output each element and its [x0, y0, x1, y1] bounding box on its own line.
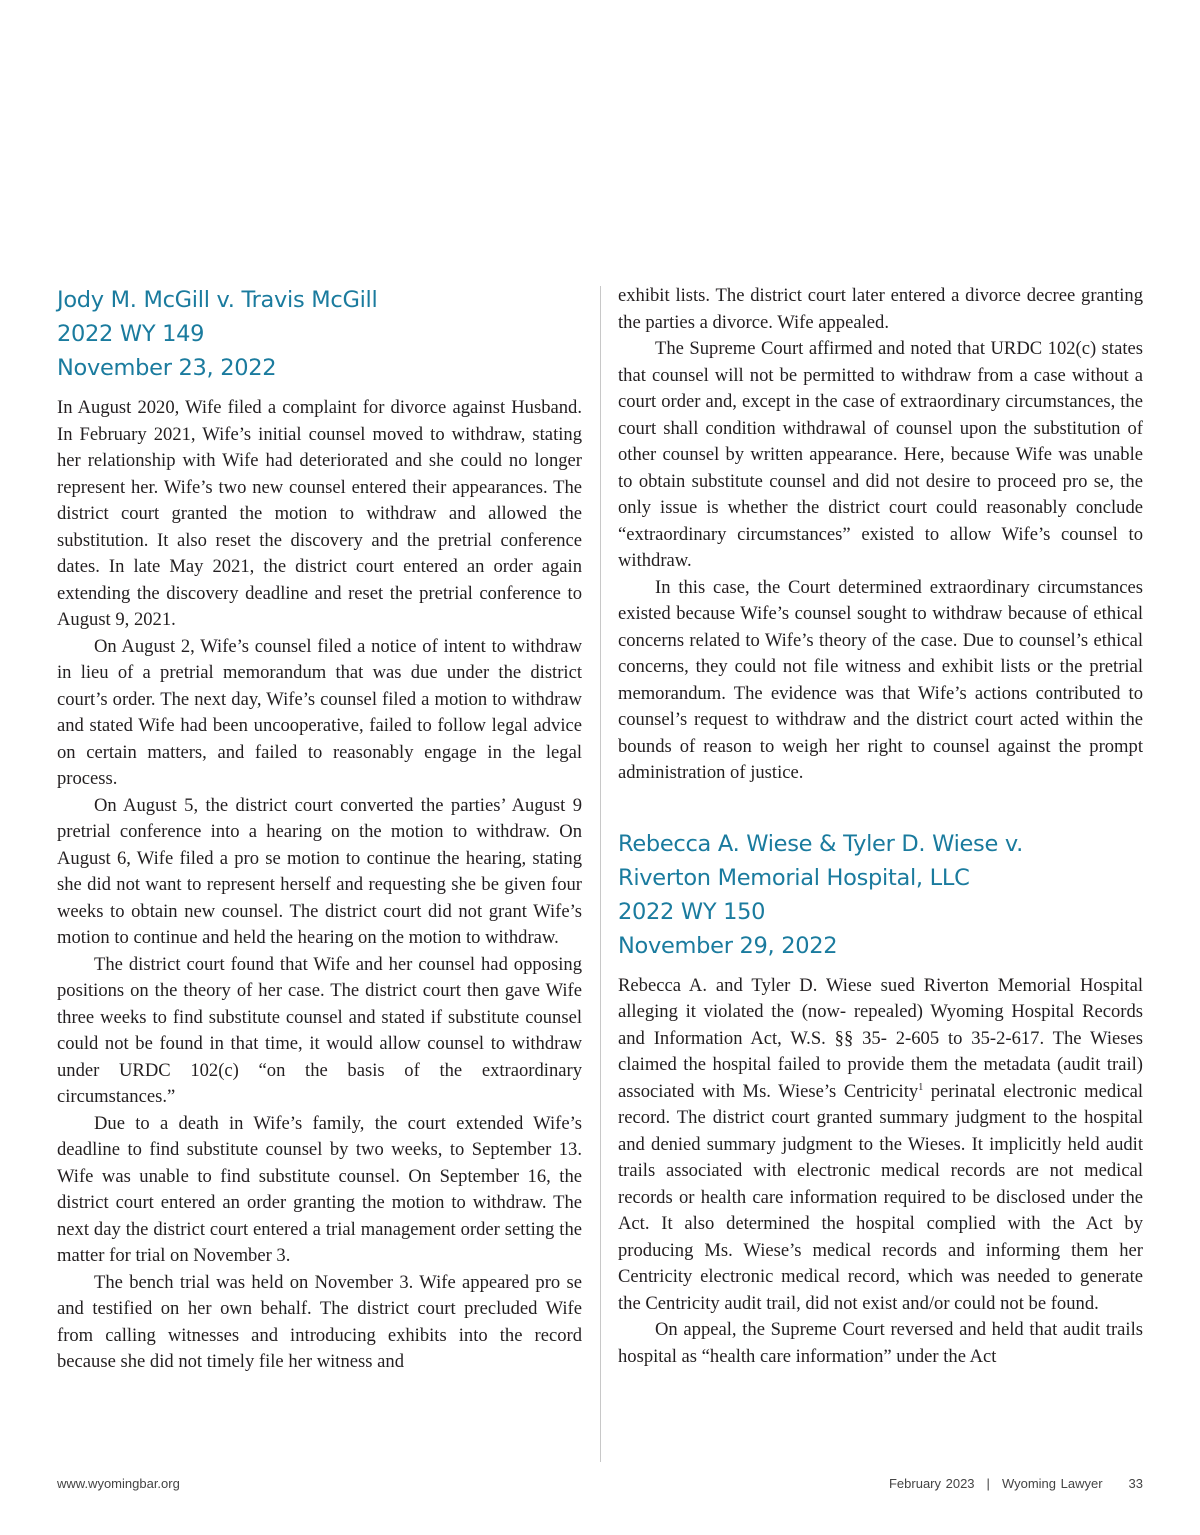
case-heading-mcgill — [57, 283, 582, 385]
footer-publication-info — [889, 1476, 1143, 1491]
footer-website: www.wyomingbar.org — [57, 1476, 180, 1491]
case-heading-wiese — [618, 827, 1143, 963]
right-column — [618, 283, 1143, 1370]
paragraph: Due to a death in Wife’s family, the court extended Wife’s deadline to find substitute counsel by two weeks, to September 13. Wife was unable to find substitute counsel. On September 16, the district court entered an order granting the motion to withdraw. The next day the district court entered a trial management order setting the matter for trial on November 3. — [57, 1112, 582, 1266]
paragraph: In this case, the Court determined extraordinary circumstances existed because Wife’s counsel sought to withdraw because of ethical concerns related to Wife’s theory of the case. Due to counsel’s ethical concerns, they could not file witness and exhibit lists or the pretrial memorandum. The evidence was that Wife’s actions contributed to counsel’s request to withdraw and the district court acted within the bounds of reason to weigh her right to counsel against the prompt administration of justice. — [618, 576, 1143, 783]
footnote-marker: 1 — [918, 1081, 924, 1093]
case-summary-mcgill-continued — [618, 283, 1143, 787]
case-title-line-2: Riverton Memorial Hospital, LLC — [618, 864, 970, 891]
paragraph: In August 2020, Wife filed a complaint for divorce against Husband. In February 2021, Wife’s initial counsel moved to withdraw, stating her relationship with Wife had deteriorated and she could no longer represent her. Wife’s two new counsel entered their appearances. The district court granted the motion to withdraw and allowed the substitution. It also reset the discovery and the pretrial conference dates. In late May 2021, the district court entered an order again extending the discovery deadline and reset the pretrial conference to August 9, 2021. — [57, 397, 582, 630]
case-summary-wiese — [618, 973, 1143, 1371]
column-divider — [600, 286, 601, 1462]
paragraph: The bench trial was held on November 3. Wife appeared pro se and testified on her own behalf. The district court precluded Wife from calling witnesses and introducing exhibits into the record because she did not timely file her witness and — [57, 1271, 582, 1372]
paragraph-text: perinatal electronic medical record. The district court granted summary judgment to the hospital and denied summary judgment to the Wieses. It implicitly held audit trails associated with electronic medical records are not medical records or health care information required to be disclosed under the Act. It also determined the hospital complied with the Act by producing Ms. Wiese’s medical records and informing them her Centricity electronic medical record, which was needed to generate the Centricity audit trail, did not exist and/or could not be found. — [618, 1080, 1143, 1314]
paragraph: The Supreme Court affirmed and noted that URDC 102(c) states that counsel will not be permitted to withdraw from a case without a court order and, except in the case of extraordinary circumstances, the court shall condition withdrawal of counsel upon the substitution of other counsel by written appearance. Here, because Wife was unable to obtain substitute counsel and did not desire to proceed pro se, the only issue is whether the district court could reasonably conclude “extraordinary circumstances” existed to allow Wife’s counsel to withdraw. — [618, 338, 1143, 571]
paragraph: On August 5, the district court converted the parties’ August 9 pretrial conference into a hearing on the motion to withdraw. On August 6, Wife filed a pro se motion to continue the hearing, stating she did not want to represent herself and requesting she be given four weeks to obtain new counsel. The district court did not grant Wife’s motion to continue and held the hearing on the motion to withdraw. — [57, 794, 582, 948]
page-number: 33 — [1128, 1476, 1143, 1491]
paragraph: exhibit lists. The district court later entered a divorce decree granting the parties a divorce. Wife appealed. — [618, 285, 1143, 333]
case-title-line-1: Rebecca A. Wiese & Tyler D. Wiese v. — [618, 830, 1023, 857]
paragraph: On August 2, Wife’s counsel filed a notice of intent to withdraw in lieu of a pretrial memorandum that was due under the district court’s order. The next day, Wife’s counsel filed a motion to withdraw and stated Wife had been uncooperative, failed to follow legal advice on certain matters, and failed to reasonably engage in the legal process. — [57, 635, 582, 789]
paragraph: On appeal, the Supreme Court reversed and held that audit trails hospital as “health care information” under the Act — [618, 1319, 1143, 1367]
case-citation: 2022 WY 150 — [618, 898, 766, 925]
case-date: November 23, 2022 — [57, 355, 277, 381]
paragraph-text: Rebecca A. and Tyler D. Wiese sued Riverton Memorial Hospital alleging it violated the (now- repealed) Wyoming Hospital Records and Information Act, W.S. §§ 35- 2-605 to 35-2-617. The Wieses claimed the hospital failed to provide them the metadata (audit trail) associated with Ms. Wiese’s Centricity — [618, 974, 1143, 1102]
footer-separator: | — [986, 1476, 990, 1491]
left-column — [57, 283, 582, 1376]
case-title: Jody M. McGill v. Travis McGill — [57, 287, 378, 313]
case-citation: 2022 WY 149 — [57, 321, 205, 347]
issue-date: February 2023 — [888, 1476, 975, 1491]
publication-name: Wyoming Lawyer — [1001, 1476, 1103, 1491]
case-date: November 29, 2022 — [618, 932, 838, 959]
case-summary-mcgill — [57, 395, 582, 1376]
paragraph: The district court found that Wife and her counsel had opposing positions on the theory of her case. The district court then gave Wife three weeks to find substitute counsel and stated if substitute counsel could not be found in that time, it would allow counsel to withdraw under URDC 102(c) “on the basis of the extraordinary circumstances.” — [57, 953, 582, 1107]
paragraph — [618, 973, 1143, 1318]
